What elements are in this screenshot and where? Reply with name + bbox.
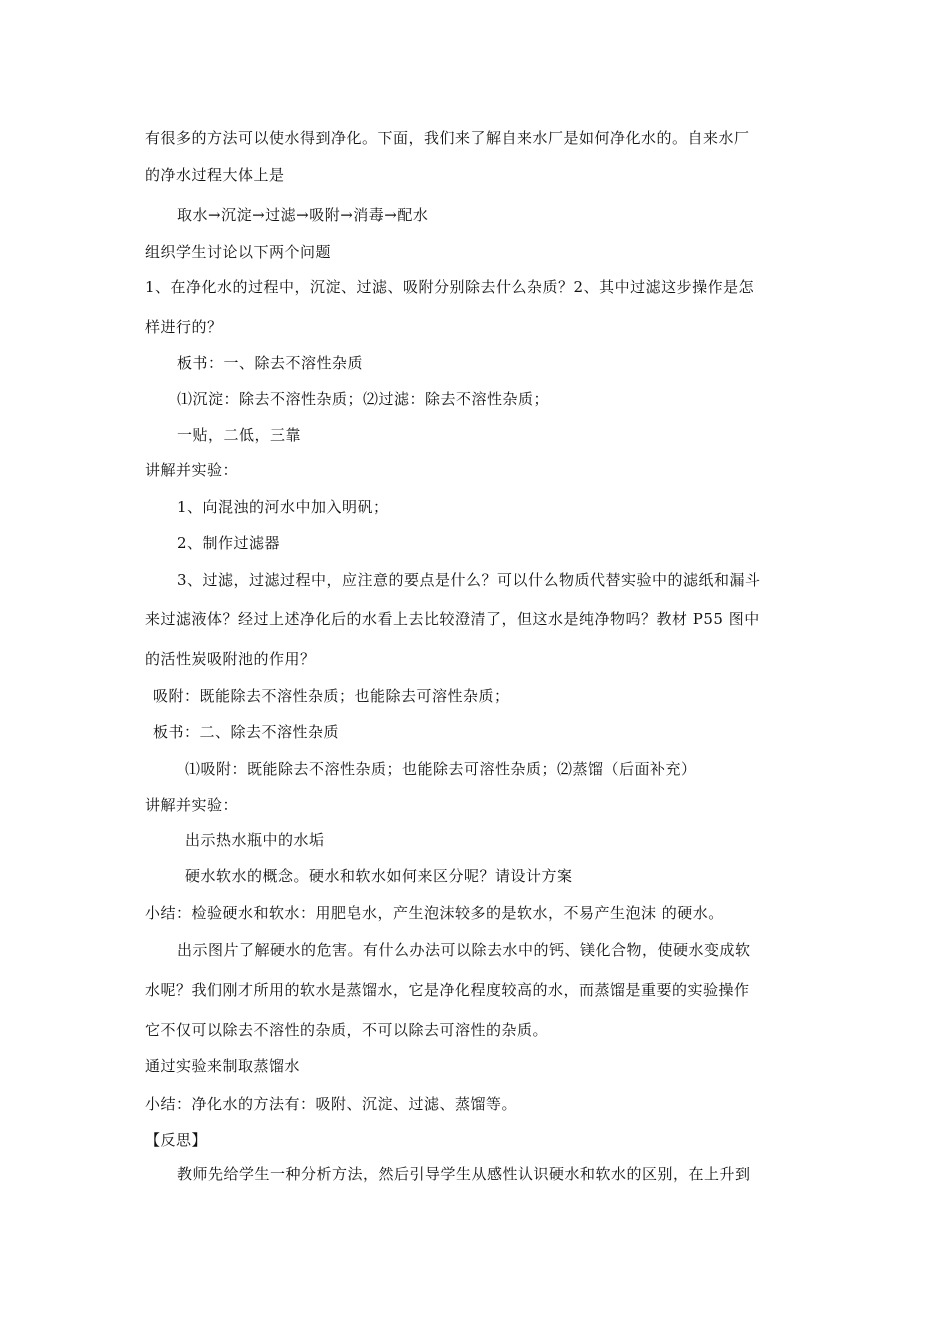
- text-line: 水呢？我们刚才所用的软水是蒸馏水，它是净化程度较高的水，而蒸馏是重要的实验操作: [145, 981, 750, 999]
- text-line: 3、过滤，过滤过程中，应注意的要点是什么？可以什么物质代替实验中的滤纸和漏斗: [177, 571, 761, 589]
- text-line: 吸附：既能除去不溶性杂质；也能除去可溶性杂质；: [153, 687, 510, 705]
- text-line: 样进行的？: [145, 318, 223, 336]
- text-line: ⑴沉淀：除去不溶性杂质；⑵过滤：除去不溶性杂质；: [177, 390, 550, 408]
- text-line: 硬水软水的概念。硬水和软水如何来区分呢？请设计方案: [185, 867, 573, 885]
- text-line: 出示热水瓶中的水垢: [185, 831, 325, 849]
- text-line: 来过滤液体？经过上述净化后的水看上去比较澄清了，但这水是纯净物吗？教材 P55 图中: [145, 610, 760, 628]
- text-line: 板书：二、除去不溶性杂质: [153, 723, 340, 741]
- text-line: 取水→沉淀→过滤→吸附→消毒→配水: [177, 206, 429, 224]
- text-line: 1、向混浊的河水中加入明矾；: [177, 498, 389, 516]
- text-line: 的活性炭吸附池的作用？: [145, 650, 316, 668]
- text-line: 小结：净化水的方法有：吸附、沉淀、过滤、蒸馏等。: [145, 1095, 518, 1113]
- text-line: 2、制作过滤器: [177, 534, 281, 552]
- text-line: 的净水过程大体上是: [145, 166, 285, 184]
- text-line: 教师先给学生一种分析方法，然后引导学生从感性认识硬水和软水的区别，在上升到: [177, 1165, 751, 1183]
- text-line: ⑴吸附：既能除去不溶性杂质；也能除去可溶性杂质；⑵蒸馏（后面补充）: [185, 760, 697, 778]
- text-line: 板书：一、除去不溶性杂质: [177, 354, 364, 372]
- text-line: 小结：检验硬水和软水：用肥皂水，产生泡沫较多的是软水，不易产生泡沫 的硬水。: [145, 904, 724, 922]
- text-line: 它不仅可以除去不溶性的杂质，不可以除去可溶性的杂质。: [145, 1021, 549, 1039]
- text-line: 通过实验来制取蒸馏水: [145, 1057, 301, 1075]
- text-line: 有很多的方法可以使水得到净化。下面，我们来了解自来水厂是如何净化水的。自来水厂: [145, 129, 750, 147]
- text-line: 讲解并实验：: [145, 461, 239, 479]
- text-line: 【反思】: [145, 1131, 208, 1149]
- text-line: 出示图片了解硬水的危害。有什么办法可以除去水中的钙、镁化合物，使硬水变成软: [177, 941, 751, 959]
- text-line: 组织学生讨论以下两个问题: [145, 243, 332, 261]
- text-line: 讲解并实验：: [145, 796, 239, 814]
- text-line: 一贴，二低，三靠: [177, 426, 302, 444]
- text-line: 1、在净化水的过程中，沉淀、过滤、吸附分别除去什么杂质？2、其中过滤这步操作是怎: [145, 278, 755, 296]
